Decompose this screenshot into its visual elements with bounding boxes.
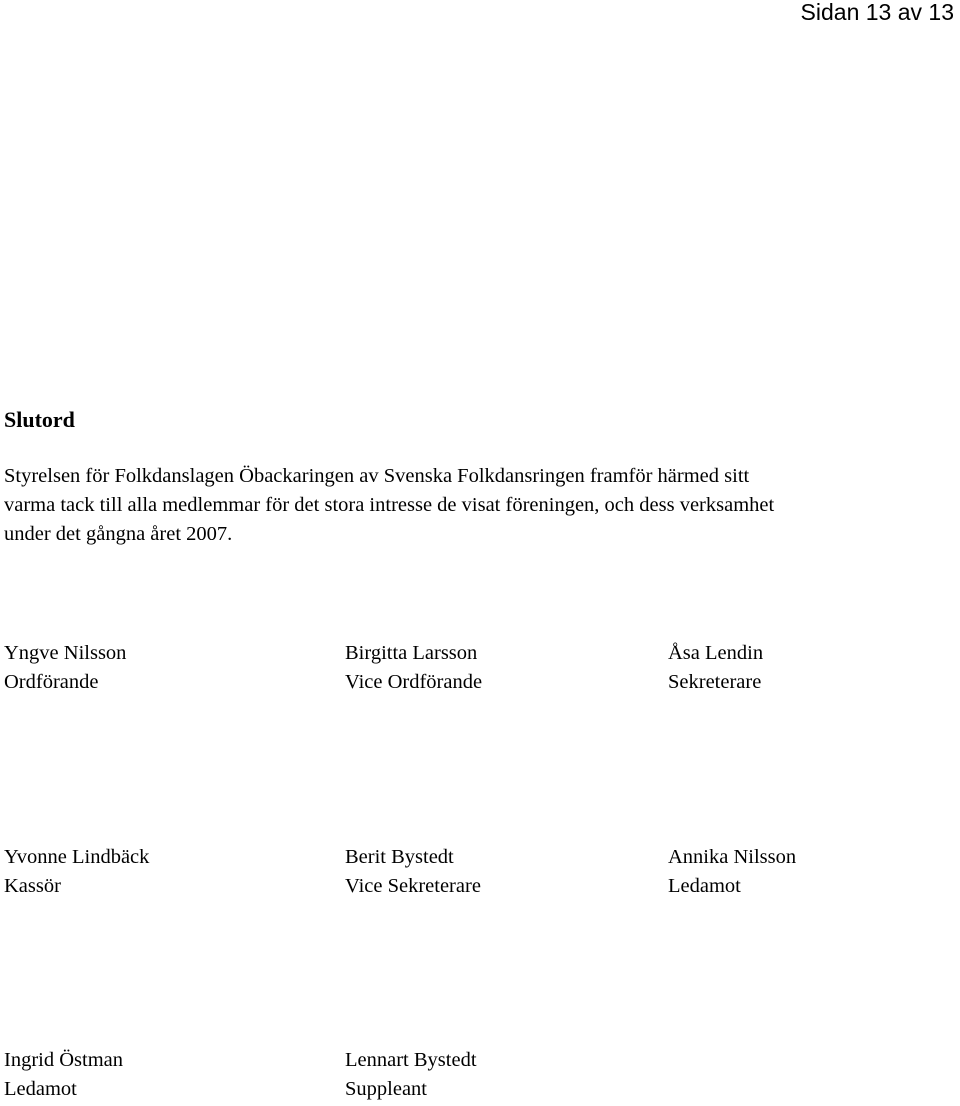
signatory-name: Birgitta Larsson — [345, 642, 478, 664]
signature-block — [345, 1046, 477, 1104]
signatory-role: Ledamot — [4, 1078, 77, 1100]
section-title: Slutord — [4, 407, 75, 432]
signatory-role: Vice Ordförande — [345, 671, 483, 693]
signatory-role: Suppleant — [345, 1078, 427, 1100]
signatory-role: Ledamot — [668, 875, 741, 897]
body-line: varma tack till alla medlemmar för det stora intresse de visat föreningen, och dess verksamhet — [4, 494, 775, 516]
signatory-role: Vice Sekreterare — [345, 875, 481, 897]
signatory-role: Kassör — [4, 875, 61, 897]
signatory-name: Lennart Bystedt — [345, 1049, 477, 1071]
signature-block — [4, 639, 126, 697]
signatory-name: Annika Nilsson — [668, 846, 797, 868]
signature-block — [668, 639, 763, 697]
signature-block — [345, 843, 481, 901]
signatory-name: Åsa Lendin — [668, 642, 764, 664]
signatory-name: Berit Bystedt — [345, 846, 454, 868]
body-line: Styrelsen för Folkdanslagen Öbackaringen av Svenska Folkdansringen framför härmed sitt — [4, 465, 750, 487]
signature-block — [668, 843, 796, 901]
signatory-role: Ordförande — [4, 671, 99, 693]
page-number: Sidan 13 av 13 — [800, 0, 954, 25]
body-paragraph — [4, 462, 958, 549]
signature-block — [4, 1046, 123, 1104]
signatory-role: Sekreterare — [668, 671, 762, 693]
signature-block — [4, 843, 149, 901]
signatory-name: Yngve Nilsson — [4, 642, 127, 664]
signatory-name: Yvonne Lindbäck — [4, 846, 150, 868]
signature-block — [345, 639, 482, 697]
signatory-name: Ingrid Östman — [4, 1049, 123, 1071]
body-line: under det gångna året 2007. — [4, 523, 233, 545]
